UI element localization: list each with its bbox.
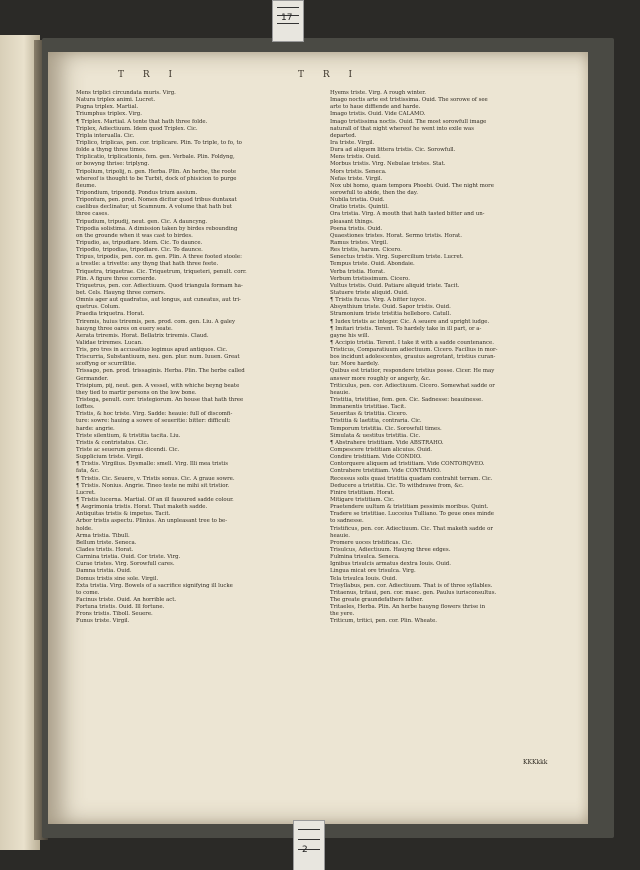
entry-line: Tritaenus, tritaui, pen. cor. masc. gen. Paulus iurisconsultus. [330, 589, 497, 596]
entry-line: Frons tristis. Tiboll. Seuere. [76, 611, 153, 618]
entry-line: Tripudium, tripudij, neut. gen. Cic. A dauncyng. [76, 218, 208, 225]
entry-line: Vultus tristis. Ouid. Patiare aliquid triste. Tacit. [330, 282, 460, 289]
entry-line: whereof is thought to be Turbit, dock of phisicion to purge [76, 175, 237, 182]
entry-line: The greate graundefathers father. [330, 596, 424, 603]
entry-line: Seueritas & tristitia. Cicero. [330, 411, 408, 418]
entry-line: Quaestiones tristes. Horat. Sermo tristis. Horat. [330, 232, 462, 239]
entry-line: Tripondium, tripondij. Pondus trium assium. [76, 189, 198, 196]
entry-line: ¶ Tristis. Virgilius. Dysmalle: smell. Virg. Illi mea tristis [76, 461, 228, 468]
entry-line: ¶ Tristis. Nonius. Angrie. Tineo teste ne mihi sit tristior. [76, 482, 230, 489]
entry-line: Tristificus, pen. cor. Adiectiuum. Cic. That maketh sadde or [330, 525, 493, 532]
entry-line: on the grounde when it was cast to birdes. [76, 232, 193, 239]
entry-line: Trissago, pen. prod. trissaginis. Herba. Plin. The herbe called [76, 368, 245, 375]
entry-line: Exta tristia. Virg. Bowels of a sacrifice signifying ill lucke [76, 582, 233, 589]
ruler-tick [277, 23, 299, 24]
entry-line: heauie. [330, 389, 350, 396]
entry-line: Tripudio, as, tripudiare. Idem. Cic. To daunce. [76, 239, 203, 246]
entry-line: Mors tristis. Seneca. [330, 168, 387, 175]
entry-line: Omnis ager aut quadratus, aut longus, aut cuneatus, aut tri- [76, 297, 241, 304]
entry-line: Tristitia, tristitiae, fem. gen. Cic. Sadnesse: heauinesse. [330, 397, 483, 404]
entry-line: ¶ Triplex. Martial. A tente that hath three folde. [76, 118, 208, 125]
entry-line: Nox ubi homo, quam tempora Phoebi. Ouid. The night more [330, 182, 494, 189]
dictionary-page [48, 52, 588, 824]
entry-line: Aerata triremis. Horat. Bellatrix triremis. Claud. [76, 332, 209, 339]
ruler-tick [277, 7, 299, 8]
entry-line: hauyng three oares on euery seate. [76, 325, 173, 332]
entry-line: Antiquitas tristis & impetus. Tacit. [76, 511, 171, 518]
entry-line: holde. [76, 525, 93, 532]
entry-line: they tied to martir persons on the low bone. [76, 389, 197, 396]
entry-line: Trisulcus, Adiectiuum. Hauyng three edges. [330, 547, 451, 553]
entry-line: Lucret. [76, 489, 96, 496]
entry-line: to sadnesse. [330, 518, 364, 525]
entry-line: Promere uoces tristificas. Cic. [330, 539, 413, 546]
entry-line: Mens triplici circundata muris. Virg. [76, 90, 176, 96]
entry-line: the yere. [330, 611, 355, 618]
entry-line: a trestle: a trivette: any thyng that hath three feete. [76, 261, 219, 268]
entry-line: Fortuna tristis. Ouid. Ill fortune. [76, 604, 165, 611]
right-column [330, 90, 575, 626]
left-column [76, 90, 321, 626]
entry-line: Tripodio, tripodias, tripodiare. Cic. To daunce. [76, 247, 203, 254]
entry-line: quetrus. Colum. [76, 304, 120, 311]
entry-line: to come. [76, 589, 100, 596]
entry-line: Ignibus trisulcis armatus dextra Iouis. Ouid. [330, 561, 451, 568]
entry-line: Condire tristitiam. Vide CONDIO. [330, 454, 422, 461]
entry-line: Pugna triplex. Martial. [76, 104, 139, 111]
entry-line: Triumphus triplex. Virg. [76, 111, 142, 118]
entry-line: Imago noctis arte est tristissima. Ouid. The sorowe of see [330, 97, 488, 104]
entry-line: fleume. [76, 182, 97, 189]
entry-line: Verba tristia. Horat. [330, 268, 385, 275]
entry-line: Triste silentium, & tristitia tacita. Liu. [76, 432, 181, 439]
entry-line: Tradere se tristitiae. Lucceius Tulliano. To geue ones minde [330, 511, 494, 518]
entry-line: Triquetrus, pen. cor. Adiectiuum. Quod triangula formam ha- [76, 282, 243, 289]
entry-line: Clades tristis. Horat. [76, 547, 134, 553]
running-head-right: T R I [298, 70, 361, 80]
entry-line: fata, &c. [76, 468, 100, 475]
entry-line: ¶ Iudex tristis ac integer. Cic. A seuere and upright iudge. [330, 318, 490, 325]
entry-line: Triplex, Adiectiuum. Idem quod Triplex. Cic. [76, 125, 198, 132]
entry-line: Funus triste. Virgil. [76, 618, 130, 625]
entry-line: ¶ Accipio tristia. Terent. I take it with a sadde countenance. [330, 339, 494, 346]
entry-line: Triremis, huius triremis, pen. prod. com. gen. Liu. A galey [76, 318, 236, 325]
entry-line: Tripodia solistima. A dimission taken by birdes rebounding [76, 225, 238, 232]
entry-line: Oratio tristis. Quintil. [330, 204, 389, 211]
entry-line: Natura triplex animi. Lucret. [76, 97, 156, 104]
entry-line: Tempus triste. Ouid. Abondaie. [330, 261, 415, 268]
entry-line: Imago tristis. Ouid. Vide CALAMO. [330, 111, 426, 118]
entry-line: three cases. [76, 211, 109, 218]
entry-line: Mens tristis. Ouid. [330, 154, 381, 161]
entry-line: pleasant things. [330, 218, 374, 225]
entry-line: Finire tristitiam. Horat. [330, 489, 395, 496]
entry-line: heauie. [330, 532, 350, 539]
entry-line: ¶ Tristis. Cic. Seuere, v. Tristis sonus. Cic. A graue sowre. [76, 475, 235, 482]
entry-line: Tris, pro tres in accusatiuo legimus apud antiquos. Cic. [76, 347, 228, 354]
entry-line: folde a thyng three times. [76, 147, 147, 154]
entry-line: ¶ Imitari tristis. Terent. To hardely take in ill part, or a- [330, 325, 482, 332]
entry-line: Trisyllabus, pen. cor. Adiectiuum. That is of three syllables. [330, 582, 493, 589]
entry-line: sorowfull to abide, then the day. [330, 189, 418, 196]
entry-line: Temporum tristitia. Cic. Sorowfull times. [330, 425, 442, 432]
entry-line: Lingua micat ore trisulca. Virg. [330, 568, 416, 575]
entry-line: Tristega, penult. corr. tristegiorum. An house that hath three [76, 397, 244, 404]
entry-line: Praetendere uultum & tristitiam pessimis moribus. Quint. [330, 504, 489, 511]
entry-line: Hyems triste. Virg. A rough winter. [330, 90, 426, 96]
entry-line: Praedia triquetra. Horat. [76, 311, 145, 318]
entry-line: tur. More hardely. [330, 361, 379, 368]
entry-line: ¶ Abstrahere tristitiam. Vide ABSTRAHO. [330, 439, 444, 446]
entry-line: Morbus tristis. Virg. Nebulae tristes. Stat. [330, 161, 446, 168]
entry-line: Immanentis tristitiae. Tacit. [330, 404, 406, 411]
running-head-left: T R I [118, 70, 181, 80]
entry-line: harde: angrie. [76, 425, 115, 432]
running-head [48, 70, 588, 86]
entry-line: Damna tristia. Ouid. [76, 568, 132, 575]
entry-line: Tristis, & hoc triste. Virg. Sadde: heauie: full of discomfi- [76, 411, 233, 418]
entry-line: bet. Cels. Hauyng three corners. [76, 289, 166, 296]
entry-line: Compescere tristitiam alicuius. Ouid. [330, 447, 432, 454]
entry-line: lofftes. [76, 404, 95, 411]
entry-line: Tripus, tripodis, pen. cor. m. gen. Plin. A three footed stoole: [76, 254, 242, 261]
entry-line: Facinus triste. Ouid. An horrible act. [76, 596, 177, 603]
entry-line: Fulmina trisulca. Seneca. [330, 554, 400, 561]
entry-line: Supplicium triste. Virgil. [76, 454, 144, 461]
entry-line: Nubila tristia. Ouid. [330, 197, 385, 204]
entry-line: Tripontum, pen. prod. Nomen dicitur quod tribus duntaxat [76, 197, 237, 204]
entry-line: Curae tristes. Virg. Sorowfull cares. [76, 561, 175, 568]
entry-line: Deducere a tristitia. Cic. To withdrawe from, &c. [330, 482, 464, 489]
entry-line: Recessus solis quasi tristitia quadam contrahit terram. Cic. [330, 475, 493, 482]
entry-line: Triste ac seuerum genus dicendi. Cic. [76, 447, 180, 454]
entry-line: gayne his will. [330, 332, 370, 339]
entry-line: ¶ Tristis lucerna. Martial. Of an ill fauoured sadde colour. [76, 497, 234, 504]
entry-line: departed. [330, 132, 357, 139]
ruler-top-label: 17 [281, 13, 293, 23]
entry-line: Simulata & uestitus tristitia. Cic. [330, 432, 421, 439]
entry-line: arte to haue diffiende and harde. [330, 104, 421, 111]
entry-line: Ora tristia. Virg. A mouth that hath tasted bitter and un- [330, 211, 485, 218]
entry-line: Triplico, triplicas, pen. cor. triplicare. Plin. To triple, to fo, to [76, 139, 242, 146]
entry-line: Ramus tristes. Virgil. [330, 239, 388, 246]
entry-line: ¶ Aegrimonia tristis. Horat. That maketh sadde. [76, 504, 208, 511]
entry-line: naturall of that night whereof he went into exile was [330, 125, 474, 132]
entry-line: Triquetra, triquetrae. Cic. Triquetrum, triqueteri, penult. corr. [76, 268, 247, 275]
ruler-tick [298, 839, 320, 840]
entry-line: Tritaeles, Herba. Plin. An herbe hauyng flowers thrise in [330, 604, 486, 611]
entry-line: Senectus tristis. Virg. Supercilium triste. Lucret. [330, 254, 464, 261]
entry-line: Ira triste. Virgil. [330, 139, 375, 146]
entry-line: answer more roughly or angerly, &c. [330, 375, 431, 382]
entry-line: Trisipium, pij, neut. gen. A vessel, with whiche beyng beate [76, 382, 240, 389]
entry-line: Dura ad aliquem littera tristis. Cic. Sorowfull. [330, 147, 456, 154]
entry-line: ¶ Tristis fucus. Virg. A bitter iuyce. [330, 297, 427, 304]
entry-line: Tristitia & laetitia, contraria. Cic. [330, 418, 422, 425]
ruler-bottom-label: 2 [302, 845, 308, 855]
entry-line: Verbum tristissimum. Cicero. [330, 275, 410, 282]
entry-line: Absynthium triste. Ouid. Sapor tristis. Ouid. [330, 304, 451, 311]
signature-mark: KKKkkk [523, 759, 548, 766]
entry-line: Triticulus, pen. cor. Adiectiuum. Cicero. Somewhat sadde or [330, 382, 495, 389]
entry-line: caelibus declinatur, ut Scamnum. A volume that hath but [76, 204, 232, 211]
entry-line: Triscurria, Substantiuum, neu. gen. plur. num. Iuuen. Great [76, 354, 240, 361]
entry-line: Res tristis, harum. Cicero. [330, 247, 402, 254]
entry-line: Triplicatio, triplicationis, fem. gen. Verbale. Plin. Foldyng, [76, 154, 235, 161]
entry-line: Poena tristis. Ouid. [330, 225, 383, 232]
entry-line: Validae triremes. Lucan. [76, 339, 143, 346]
entry-line: Bellum triste. Seneca. [76, 539, 137, 546]
entry-line: Contorquere aliquem ad tristitiam. Vide CONTORQVEO. [330, 461, 485, 468]
entry-line: Arma tristia. Tibull. [76, 532, 130, 539]
entry-line: bos incidunt adolescentes, grauius aegrotant, tristius curan- [330, 354, 496, 361]
entry-line: Arbor tristis aspectu. Plinius. An unpleasant tree to be- [76, 518, 228, 525]
entry-line: Mitigare tristitiam. Cic. [330, 497, 395, 504]
entry-line: Tela trisulca Iouis. Ouid. [330, 575, 397, 582]
entry-line: Tripolium, tripolij, n. gen. Herba. Plin. An herbe, the roote [76, 168, 237, 175]
entry-line: Triticum, tritici, pen. cor. Plin. Wheate. [330, 618, 438, 625]
entry-line: Tripla interualla. Cic. [76, 132, 135, 139]
entry-line: Quibus est triatior, respondere tristius posse. Cicer. He may [330, 368, 495, 375]
entry-line: Imago tristissima noctis. Ouid. The most sorowfull image [330, 118, 487, 125]
entry-line: Statuere triste aliquid. Ouid. [330, 289, 409, 296]
entry-line: ture: sowre: hauing a sowre of seueritie: bitter: difficult: [76, 418, 231, 425]
ruler-bottom [293, 820, 325, 870]
entry-line: Tristicus, Comparatiuum adiectiuum. Cicero. Facilius in mor- [330, 347, 498, 354]
entry-line: Carmina tristia. Ouid. Cor triste. Virg. [76, 554, 181, 561]
ruler-tick [298, 829, 320, 830]
entry-line: Nefas triste. Virgil. [330, 175, 383, 182]
entry-line: Tristis & contristatus. Cic. [76, 439, 149, 446]
entry-line: Domus tristis sine sole. Virgil. [76, 575, 159, 582]
entry-line: Stramonium triste tristitia helleboro. Catull. [330, 311, 452, 318]
entry-line: scoffyng or scurrilitie. [76, 361, 137, 368]
ruler-top [272, 0, 304, 42]
entry-line: Plin. A figure three cornerde. [76, 275, 157, 282]
entry-line: or bowyng thrise: triplyng. [76, 161, 150, 168]
entry-line: Germander. [76, 375, 109, 382]
entry-line: Contrahere tristitiam. Vide CONTRAHO. [330, 468, 441, 475]
